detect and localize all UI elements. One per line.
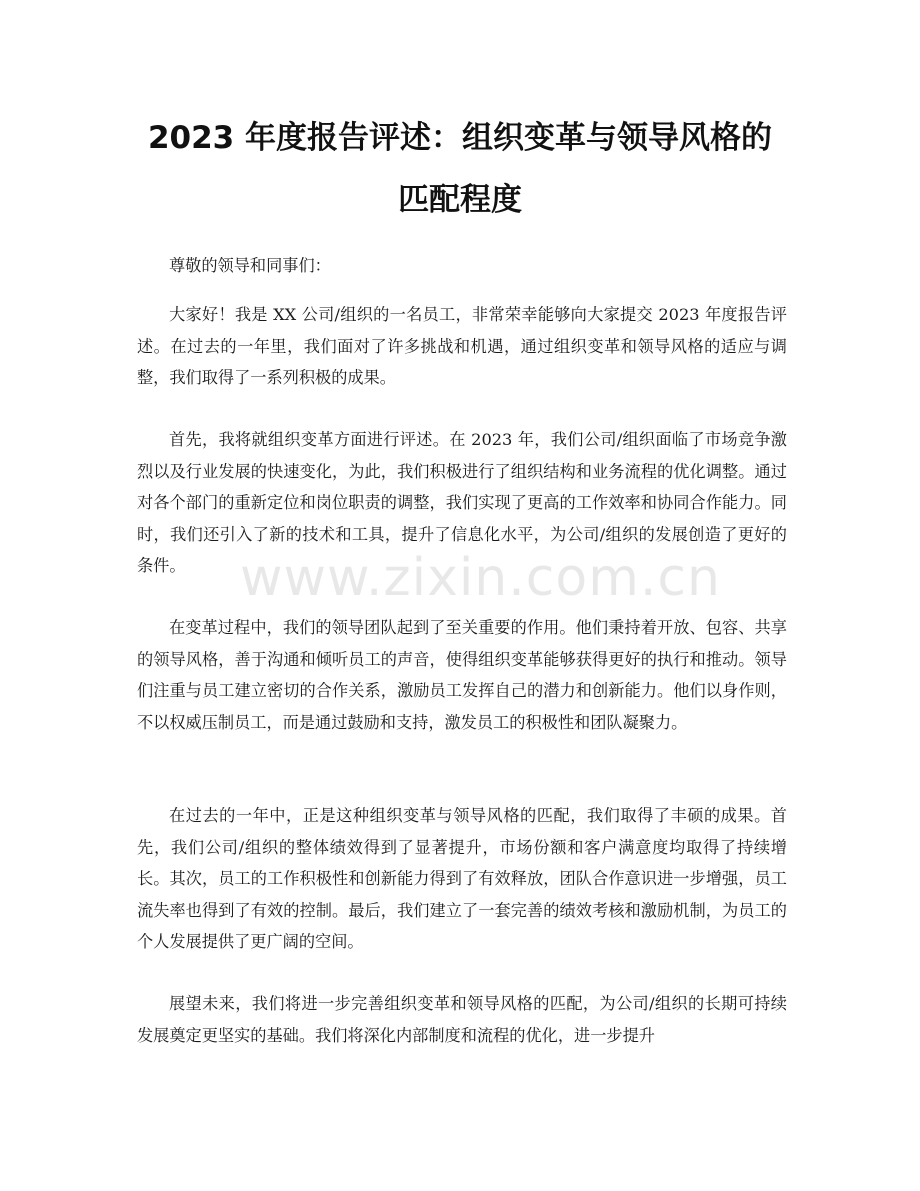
paragraph-5-block — [137, 988, 787, 1051]
watermark-text: www.zixin.com.cn — [240, 548, 721, 608]
paragraph-3: 在变革过程中，我们的领导团队起到了至关重要的作用。他们秉持着开放、包容、共享的领导风格，善于沟通和倾听员工的声音，使得组织变革能够获得更好的执行和推动。领导们注重与员工建立密切的合作关系，激励员工发挥自己的潜力和创新能力。他们以身作则，不以权威压制员工，而是通过鼓励和支持，激发员工的积极性和团队凝聚力。 — [137, 618, 787, 732]
greeting-text: 尊敬的领导和同事们： — [169, 256, 331, 275]
paragraph-2: 首先，我将就组织变革方面进行评述。在 2023 年，我们公司/组织面临了市场竞争激烈以及行业发展的快速变化，为此，我们积极进行了组织结构和业务流程的优化调整。通过对各个部门的重新定位和岗位职责的调整，我们实现了更高的工作效率和协同合作能力。同时，我们还引入了新的技术和工具，提升了信息化水平，为公司/组织的发展创造了更好的条件。 — [137, 430, 787, 575]
paragraph-5: 展望未来，我们将进一步完善组织变革和领导风格的匹配，为公司/组织的长期可持续发展奠定更坚实的基础。我们将深化内部制度和流程的优化，进一步提升 — [137, 994, 787, 1045]
paragraph-2-block — [137, 424, 787, 582]
document-title-line-2: 匹配程度 — [398, 182, 522, 218]
paragraph-1-block — [137, 299, 787, 394]
paragraph-1: 大家好！我是 XX 公司/组织的一名员工，非常荣幸能够向大家提交 2023 年度报告评述。在过去的一年里，我们面对了许多挑战和机遇，通过组织变革和领导风格的适应与调整，我们取得了一系列积极的成果。 — [137, 305, 787, 387]
paragraph-3-block — [137, 612, 787, 738]
paragraph-4: 在过去的一年中，正是这种组织变革与领导风格的匹配，我们取得了丰硕的成果。首先，我们公司/组织的整体绩效得到了显著提升，市场份额和客户满意度均取得了持续增长。其次，员工的工作积极性和创新能力得到了有效释放，团队合作意识进一步增强，员工流失率也得到了有效的控制。最后，我们建立了一套完善的绩效考核和激励机制，为员工的个人发展提供了更广阔的空间。 — [137, 806, 787, 951]
greeting-block — [137, 250, 787, 282]
paragraph-4-block — [137, 800, 787, 958]
document-title-line-1: 2023 年度报告评述：组织变革与领导风格的 — [147, 120, 773, 156]
